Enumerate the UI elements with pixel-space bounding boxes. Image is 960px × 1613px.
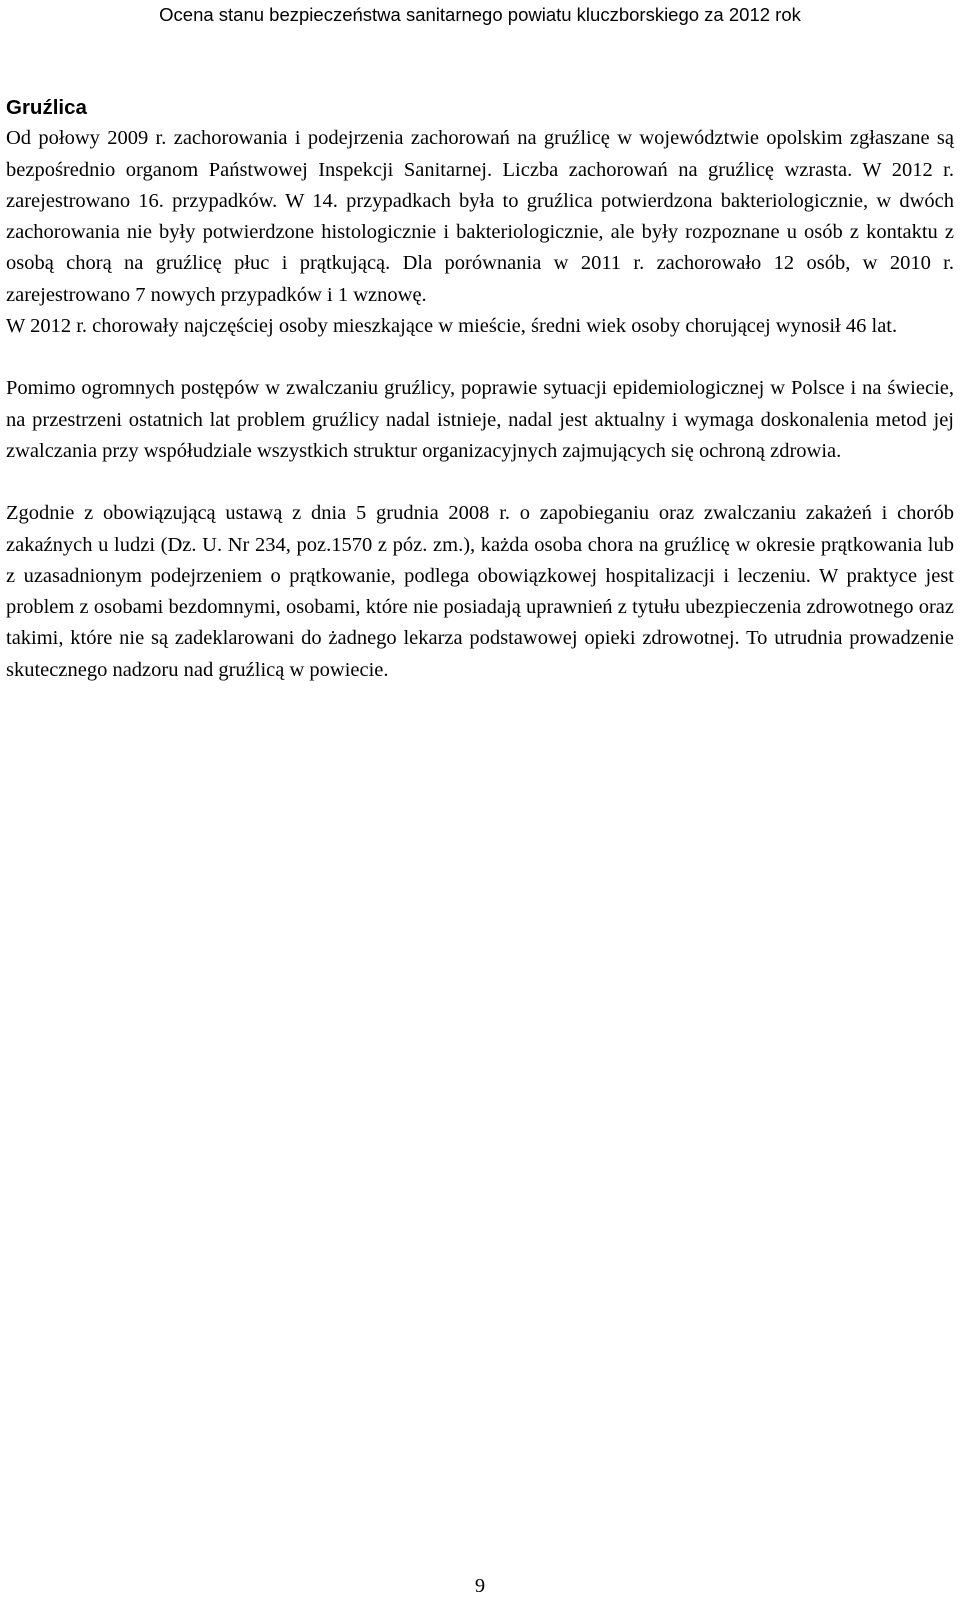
paragraph-block-3 xyxy=(6,498,954,686)
page-header: Ocena stanu bezpieczeństwa sanitarnego powiatu kluczborskiego za 2012 rok xyxy=(159,4,801,25)
document-body xyxy=(6,92,954,686)
paragraph-block-1 xyxy=(6,123,954,342)
paragraph-progress: Pomimo ogromnych postępów w zwalczaniu gruźlicy, poprawie sytuacji epidemiologicznej w Polsce i na świecie, na przestrzeni ostatnich lat problem gruźlicy nadal istnieje, nadal jest aktualny i wymaga doskonalenia metod jej zwalczania przy współudziale wszystkich struktur organizacyjnych zajmujących się ochroną zdrowia. xyxy=(6,377,954,462)
paragraph-block-2 xyxy=(6,373,954,467)
page-number: 9 xyxy=(474,1575,486,1597)
paragraph-incidence: Od połowy 2009 r. zachorowania i podejrzenia zachorowań na gruźlicę w województwie opolskim zgłaszane są bezpośrednio organom Państwowej Inspekcji Sanitarnej. Liczba zachorowań na gruźlicę wzrasta. W 2012 r. zarejestrowano 16. przypadków. W 14. przypadkach była to gruźlica potwierdzona bakteriologicznie, w dwóch zachorowania nie były potwierdzone histologicznie i bakteriologicznie, ale były rozpoznane u osób z kontaktu z osobą chorą na gruźlicę płuc i prątkującą. Dla porównania w 2011 r. zachorowało 12 osób, w 2010 r. zarejestrowano 7 nowych przypadków i 1 wznowę. xyxy=(6,127,954,306)
paragraph-legal: Zgodnie z obowiązującą ustawą z dnia 5 grudnia 2008 r. o zapobieganiu oraz zwalczaniu zakażeń i chorób zakaźnych u ludzi (Dz. U. Nr 234, poz.1570 z póz. zm.), każda osoba chora na gruźlicę w okresie prątkowania lub z uzasadnionym podejrzeniem o prątkowanie, podlega obowiązkowej hospitalizacji i leczeniu. W praktyce jest problem z osobami bezdomnymi, osobami, które nie posiadają uprawnień z tytułu ubezpieczenia zdrowotnego oraz takimi, które nie są zadeklarowani do żadnego lekarza podstawowej opieki zdrowotnej. To utrudnia prowadzenie skutecznego nadzoru nad gruźlicą w powiecie. xyxy=(6,502,954,681)
section-heading: Gruźlica xyxy=(6,96,87,119)
paragraph-demographics: W 2012 r. chorowały najczęściej osoby mieszkające w mieście, średni wiek osoby chorującej wynosił 46 lat. xyxy=(6,315,898,338)
